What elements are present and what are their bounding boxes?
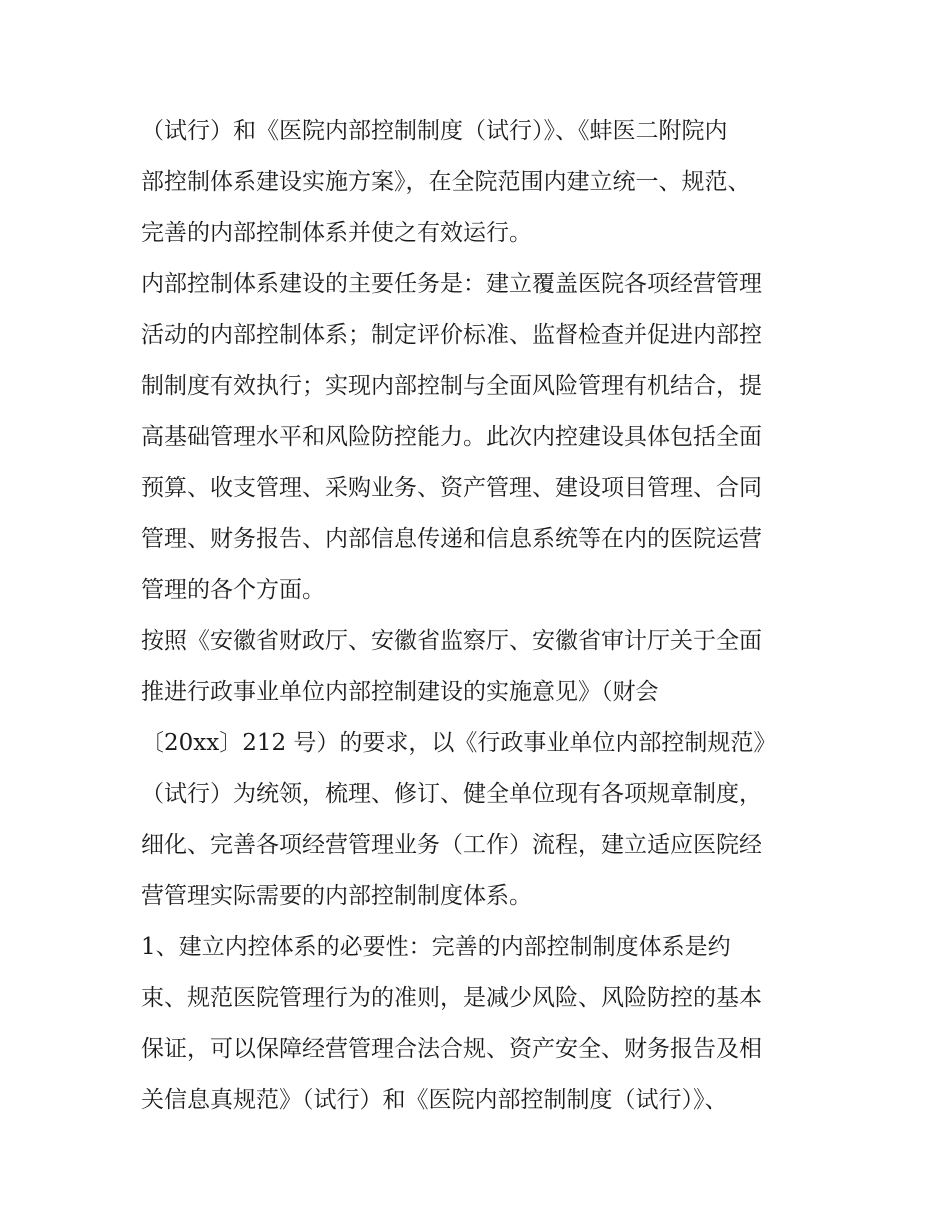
text-line: 活动的内部控制体系；制定评价标准、监督检查并促进内部控 [141, 322, 762, 348]
text-line: 高基础管理水平和风险防控能力。此次内控建设具体包括全面 [141, 424, 762, 450]
text-line: 1、建立内控体系的必要性：完善的内部控制制度体系是约 [141, 934, 731, 960]
text-line: （试行）和《医院内部控制制度（试行）》、《蚌医二附院内 [141, 118, 728, 144]
text-line: 关信息真规范》（试行）和《医院内部控制制度（试行）》、 [141, 1087, 728, 1113]
text-line: 束、规范医院管理行为的准则，是减少风险、风险防控的基本 [141, 985, 762, 1011]
text-line: 部控制体系建设实施方案》，在全院范围内建立统一、规范、 [141, 169, 751, 195]
text-line: 保证，可以保障经营管理合法合规、资产安全、财务报告及相 [141, 1036, 762, 1062]
text-line: 内部控制体系建设的主要任务是：建立覆盖医院各项经营管理 [141, 271, 762, 297]
text-line: 预算、收支管理、采购业务、资产管理、建设项目管理、合同 [141, 475, 762, 501]
text-line: 推进行政事业单位内部控制建设的实施意见》（财会 [141, 679, 659, 705]
text-line: 〔20xx〕212 号）的要求，以《行政事业单位内部控制规范》 [141, 730, 777, 756]
text-line: （试行）为统领，梳理、修订、健全单位现有各项规章制度， [141, 781, 762, 807]
text-line: 细化、完善各项经营管理业务（工作）流程，建立适应医院经 [141, 832, 762, 858]
text-line: 管理的各个方面。 [141, 577, 325, 603]
text-line: 营管理实际需要的内部控制制度体系。 [141, 883, 532, 909]
text-line: 管理、财务报告、内部信息传递和信息系统等在内的医院运营 [141, 526, 762, 552]
text-line: 制制度有效执行；实现内部控制与全面风险管理有机结合，提 [141, 373, 762, 399]
body-text [141, 106, 821, 1126]
text-line: 按照《安徽省财政厅、安徽省监察厅、安徽省审计厅关于全面 [141, 628, 762, 654]
text-line: 完善的内部控制体系并使之有效运行。 [141, 220, 532, 246]
